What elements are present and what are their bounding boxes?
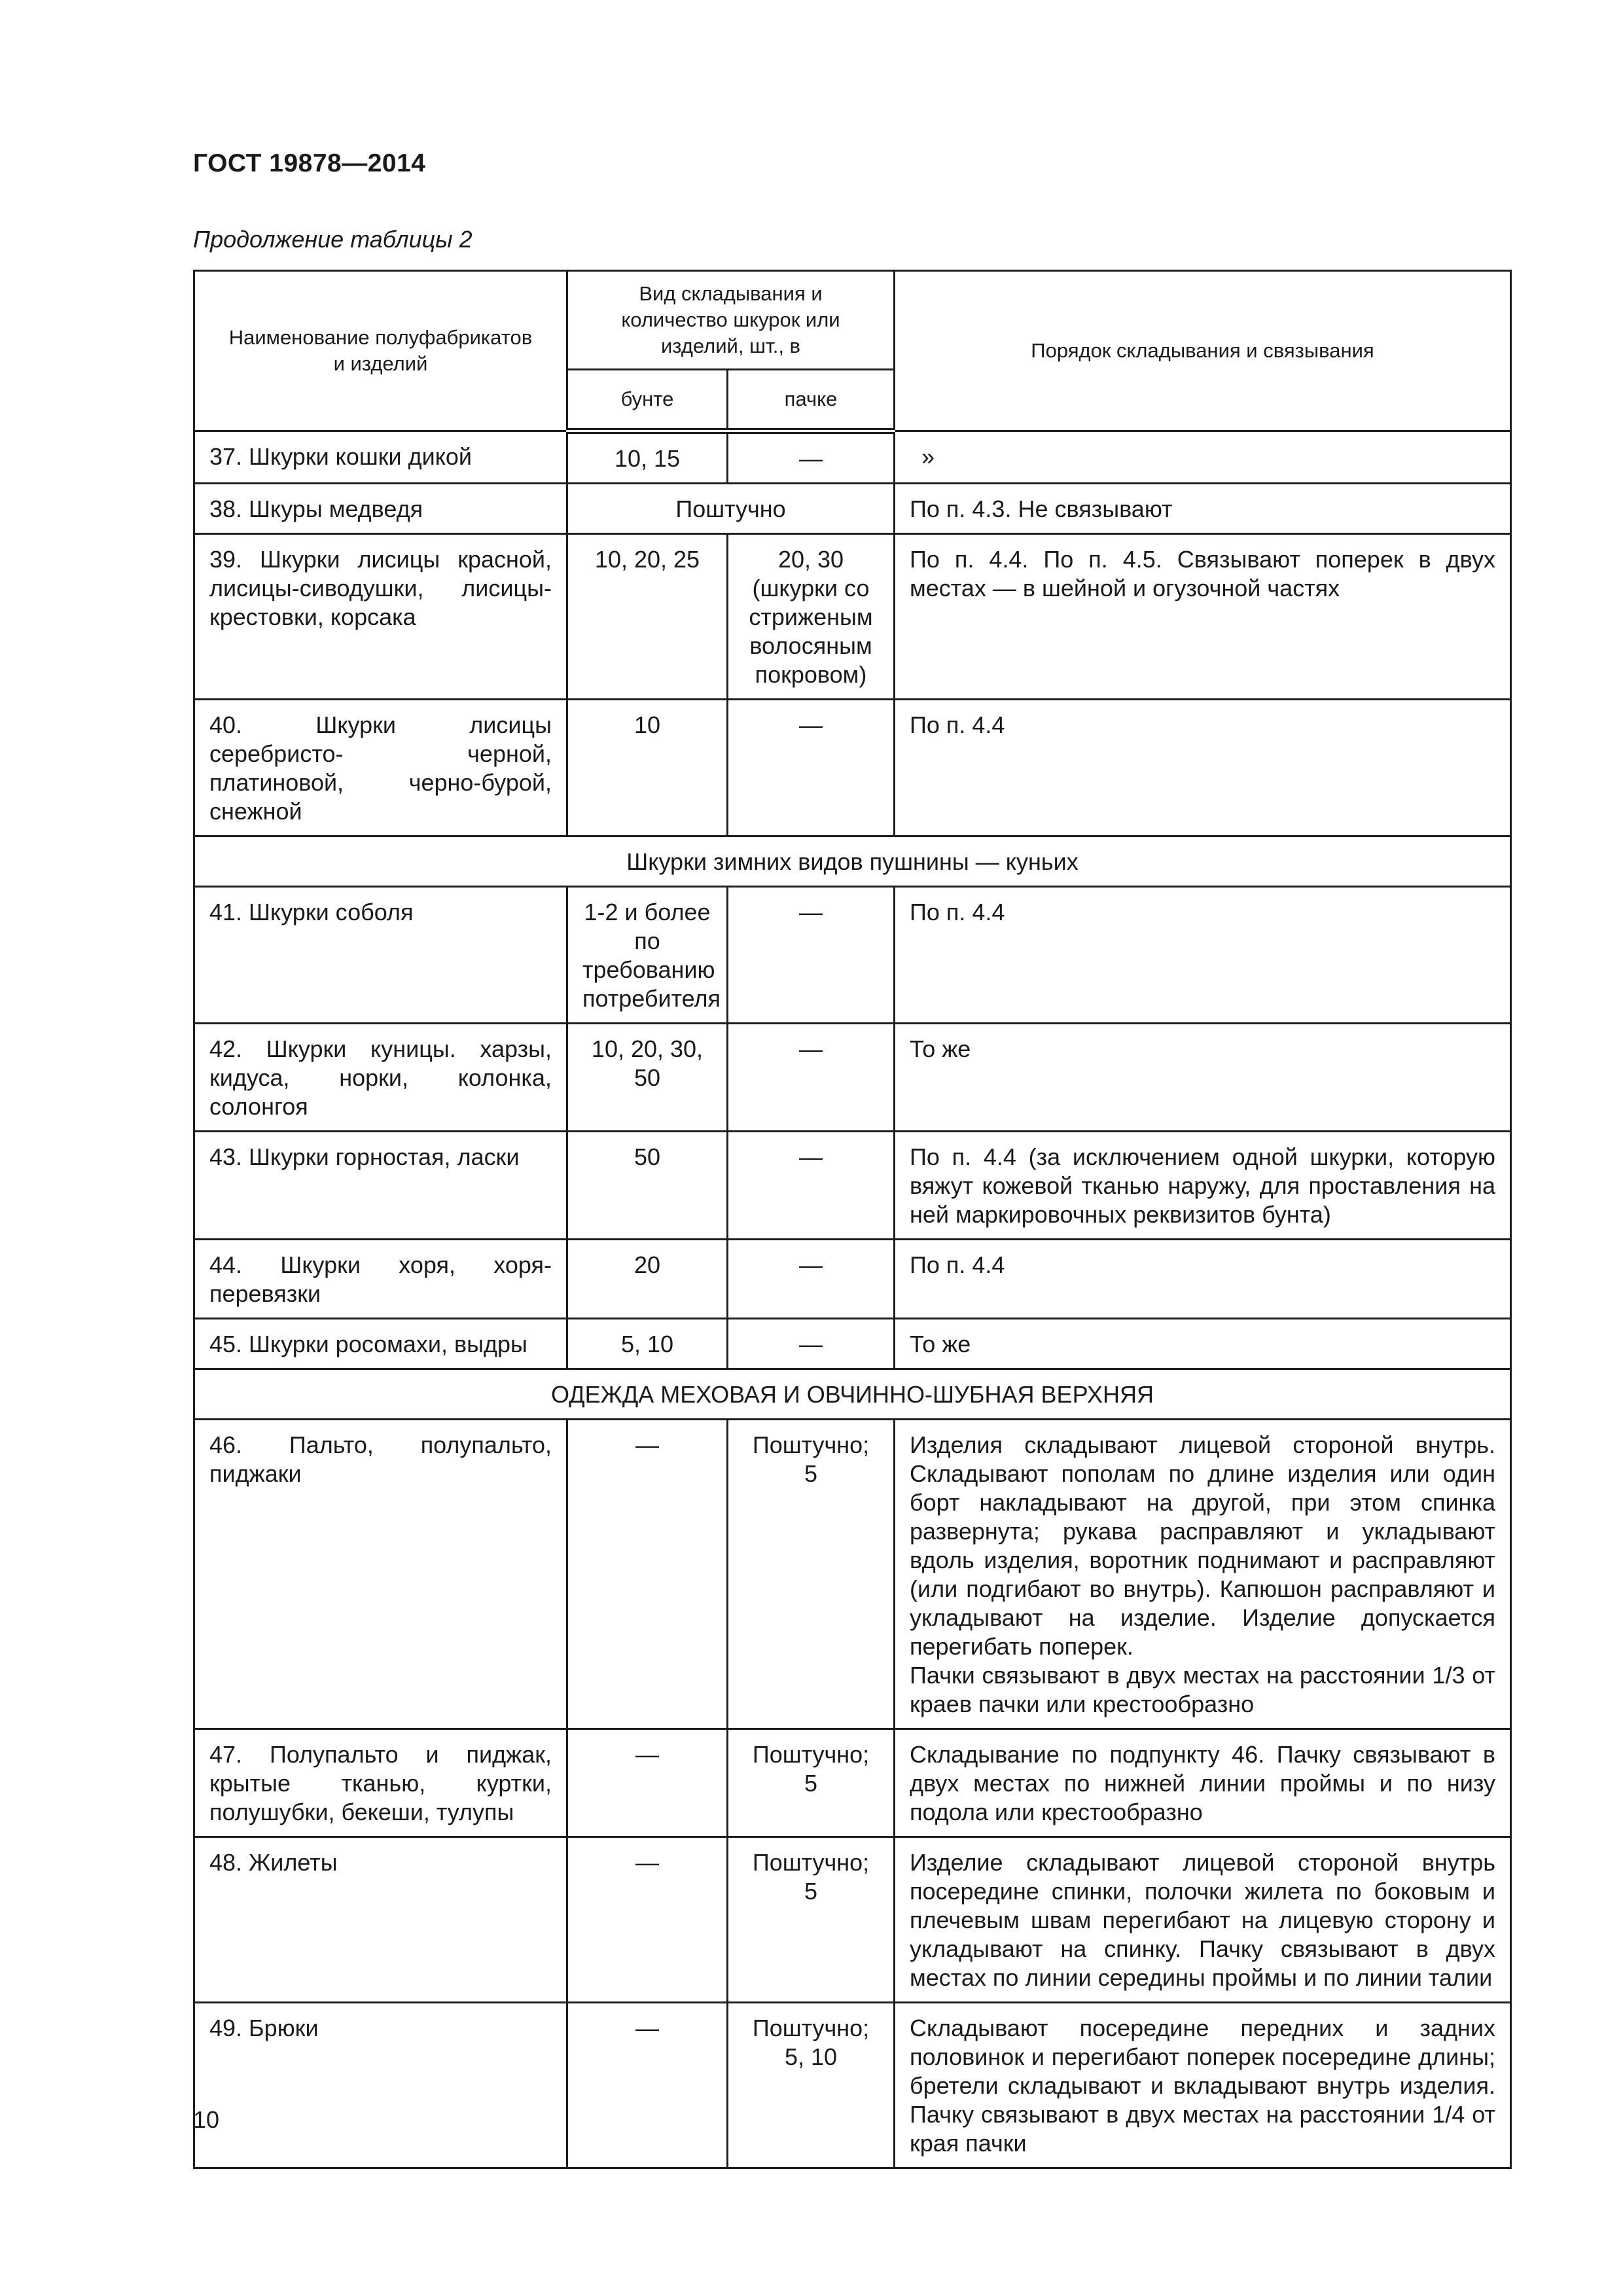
row-bunt: 10	[567, 700, 728, 836]
row-bunt: 50	[567, 1132, 728, 1240]
row-bunt: 10, 15	[567, 431, 728, 484]
row-pachka: —	[728, 1240, 895, 1319]
row-bunt: 5, 10	[567, 1319, 728, 1369]
row-name: 38. Шкуры медведя	[194, 484, 567, 534]
row-order: По п. 4.4 (за исключением одной шкурки, которую вяжут кожевой тканью наружу, для проставления на ней маркировочных реквизитов бунта)	[895, 1132, 1511, 1240]
row-name: 44. Шкурки хоря, хоря-перевязки	[194, 1240, 567, 1319]
row-merged: Поштучно	[567, 484, 895, 534]
row-order: По п. 4.3. Не связывают	[895, 484, 1511, 534]
col-header-type: Вид складывания и количество шкурок или изделий, шт., в	[567, 271, 895, 370]
section-row	[194, 836, 1511, 887]
row-order: По п. 4.4	[895, 700, 1511, 836]
row-pachka: —	[728, 887, 895, 1024]
row-name: 49. Брюки	[194, 2003, 567, 2168]
table-caption: Продолжение таблицы 2	[193, 226, 473, 253]
row-bunt: —	[567, 1837, 728, 2003]
row-bunt: 1-2 и более по требованию потребителя	[567, 887, 728, 1024]
row-pachka: Поштучно; 5	[728, 1837, 895, 2003]
row-pachka: Поштучно; 5	[728, 1420, 895, 1729]
row-bunt: —	[567, 1729, 728, 1837]
table-row	[194, 1240, 1511, 1319]
row-bunt: 20	[567, 1240, 728, 1319]
row-pachka: Поштучно; 5, 10	[728, 2003, 895, 2168]
section-title: ОДЕЖДА МЕХОВАЯ И ОВЧИННО-ШУБНАЯ ВЕРХНЯЯ	[194, 1369, 1511, 1420]
document-title: ГОСТ 19878—2014	[193, 149, 426, 177]
col-header-bunt: бунте	[567, 370, 728, 431]
row-name: 39. Шкурки лисицы красной, лисицы-сиводушки, лисицы-крестовки, корсака	[194, 534, 567, 700]
table-row	[194, 2003, 1511, 2168]
row-order: Складывание по подпункту 46. Пачку связывают в двух местах по нижней линии проймы и по низу подола или крестообразно	[895, 1729, 1511, 1837]
table-row	[194, 431, 1511, 484]
table-row	[194, 1729, 1511, 1837]
table-row	[194, 1837, 1511, 2003]
row-order: По п. 4.4. По п. 4.5. Связывают поперек в двух местах — в шейной и огузочной частях	[895, 534, 1511, 700]
row-name: 45. Шкурки росомахи, выдры	[194, 1319, 567, 1369]
row-name: 47. Полупальто и пиджак, крытые тканью, куртки, полушубки, бекеши, тулупы	[194, 1729, 567, 1837]
row-order: Изделие складывают лицевой стороной внутрь посередине спинки, полочки жилета по боковым и плечевым швам перегибают на лицевую сторону и укладывают на спинку. Пачку связывают в двух местах по линии середины проймы и по линии талии	[895, 1837, 1511, 2003]
row-order-text: Изделия складывают лицевой стороной внутрь. Складывают пополам по длине изделия или один борт накладывают на другой, при этом спинка развернута; рукава расправляют и укладывают вдоль изделия, воротник поднимают и расправляют (или подгибают во внутрь). Капюшон расправляют и укладывают на изделие. Изделие допускается перегибать поперек.	[910, 1431, 1496, 1660]
col-header-name: Наименование полуфабрикатов и изделий	[194, 271, 567, 431]
row-bunt: —	[567, 2003, 728, 2168]
row-order: Складывают посередине передних и задних половинок и перегибают поперек посередине длины; бретели складывают и вкладывают внутрь изделия. Пачку связывают в двух местах на расстоянии 1/4 от края пачки	[895, 2003, 1511, 2168]
row-order: По п. 4.4	[895, 887, 1511, 1024]
row-order	[895, 1420, 1511, 1729]
row-bunt: —	[567, 1420, 728, 1729]
row-pachka: Поштучно; 5	[728, 1729, 895, 1837]
row-name: 42. Шкурки куницы. харзы, кидуса, норки, колонка, солонгоя	[194, 1024, 567, 1132]
table-row	[194, 700, 1511, 836]
row-pachka: —	[728, 1319, 895, 1369]
row-bunt: 10, 20, 30, 50	[567, 1024, 728, 1132]
table-row	[194, 1319, 1511, 1369]
row-pachka: —	[728, 700, 895, 836]
row-pachka: 20, 30 (шкурки со стриженым волосяным покровом)	[728, 534, 895, 700]
col-header-pachka: пачке	[728, 370, 895, 431]
table-row	[194, 484, 1511, 534]
section-title: Шкурки зимних видов пушнины — куньих	[194, 836, 1511, 887]
row-pachka: —	[728, 431, 895, 484]
table-row	[194, 1132, 1511, 1240]
section-row	[194, 1369, 1511, 1420]
page-number: 10	[193, 2106, 220, 2133]
row-name: 46. Пальто, полупальто, пиджаки	[194, 1420, 567, 1729]
row-order: То же	[895, 1024, 1511, 1132]
row-order: »	[895, 431, 1511, 484]
row-pachka: —	[728, 1024, 895, 1132]
table-row	[194, 1024, 1511, 1132]
row-name: 41. Шкурки соболя	[194, 887, 567, 1024]
row-order: То же	[895, 1319, 1511, 1369]
table-row	[194, 887, 1511, 1024]
folding-table	[193, 270, 1512, 2169]
row-order: По п. 4.4	[895, 1240, 1511, 1319]
row-order-text-2: Пачки связывают в двух местах на расстоянии 1/3 от краев пачки или крестообразно	[910, 1662, 1496, 1717]
table-row	[194, 1420, 1511, 1729]
col-header-order: Порядок складывания и связывания	[895, 271, 1511, 431]
row-bunt: 10, 20, 25	[567, 534, 728, 700]
row-pachka: —	[728, 1132, 895, 1240]
row-name: 48. Жилеты	[194, 1837, 567, 2003]
row-name: 43. Шкурки горностая, ласки	[194, 1132, 567, 1240]
table-row	[194, 534, 1511, 700]
row-name: 40. Шкурки лисицы серебристо- черной, платиновой, черно-бурой, снежной	[194, 700, 567, 836]
row-name: 37. Шкурки кошки дикой	[194, 431, 567, 484]
